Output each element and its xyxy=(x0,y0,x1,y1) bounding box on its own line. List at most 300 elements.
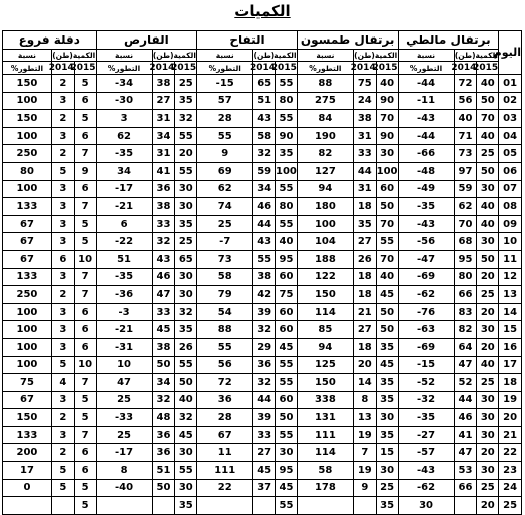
qty-2015-cell: 25 xyxy=(477,145,499,163)
qty-2014-cell: 32 xyxy=(152,391,175,409)
growth-cell: 75 xyxy=(3,374,52,392)
qty-2015-cell: 7 xyxy=(74,374,96,392)
growth-cell: 35- xyxy=(96,145,152,163)
growth-cell: 85 xyxy=(297,321,353,339)
growth-cell: 36- xyxy=(96,286,152,304)
qty-2014-cell: 34 xyxy=(152,127,175,145)
table-row xyxy=(3,391,522,409)
qty-2015-cell: 20 xyxy=(477,268,499,286)
qty-2014-cell: 56 xyxy=(454,92,477,110)
qty-2015-cell: 35 xyxy=(175,92,197,110)
qty-2015-cell: 40 xyxy=(477,198,499,216)
table-row xyxy=(3,92,522,110)
growth-cell: 127 xyxy=(297,162,353,180)
qty-2014-cell: 2 xyxy=(51,444,74,462)
year-2014-header: 2014 xyxy=(149,63,175,73)
growth-cell: 338 xyxy=(297,391,353,409)
qty-2015-cell: 35 xyxy=(175,497,197,515)
qty-2014-cell: 44 xyxy=(253,391,276,409)
qty-2014-cell: 97 xyxy=(454,162,477,180)
growth-cell: 250 xyxy=(3,286,52,304)
qty-2014-cell: 19 xyxy=(353,462,376,480)
qty-2015-cell: 35 xyxy=(376,426,398,444)
qty-2014-cell: 50 xyxy=(152,356,175,374)
qty-2015-cell: 5 xyxy=(74,409,96,427)
qty-2014-cell: 83 xyxy=(454,303,477,321)
qty-2015-cell: 55 xyxy=(276,215,298,233)
qty-2014-cell: 24 xyxy=(353,92,376,110)
qty-2015-cell: 30 xyxy=(376,462,398,480)
qty-2015-cell: 40 xyxy=(477,75,499,93)
qty-2014-cell: 47 xyxy=(454,356,477,374)
qty-2014-cell: 3 xyxy=(51,303,74,321)
growth-cell: 114 xyxy=(297,444,353,462)
qty-2015-cell: 65 xyxy=(175,250,197,268)
qty-2014-cell xyxy=(353,497,376,515)
qty-2014-cell: 46 xyxy=(454,409,477,427)
qty-2015-cell: 26 xyxy=(175,338,197,356)
qty-2014-cell: 32 xyxy=(152,233,175,251)
growth-cell: 114 xyxy=(297,303,353,321)
qty-2014-cell: 3 xyxy=(51,127,74,145)
qty-2014-cell xyxy=(152,497,175,515)
qty-2014-cell: 44 xyxy=(353,162,376,180)
growth-cell: 200 xyxy=(3,444,52,462)
qty-2014-cell: 59 xyxy=(253,162,276,180)
qty-2015-cell: 60 xyxy=(276,321,298,339)
qty-2015-cell: 5 xyxy=(74,233,96,251)
qty-2014-cell: 36 xyxy=(152,444,175,462)
qty-2015-cell: 10 xyxy=(74,250,96,268)
growth-cell: 43- xyxy=(398,462,454,480)
qty-2015-cell: 45 xyxy=(376,356,398,374)
growth-cell: 67 xyxy=(3,233,52,251)
table-row xyxy=(3,75,522,93)
qty-2015-cell: 55 xyxy=(276,180,298,198)
qty-2014-cell: 66 xyxy=(454,286,477,304)
qty-2015-cell: 30 xyxy=(477,321,499,339)
qty-2014-cell: 3 xyxy=(51,268,74,286)
qty-2015-cell: 50 xyxy=(477,92,499,110)
qty-2015-cell: 15 xyxy=(376,444,398,462)
year-2015-header: 2015 xyxy=(171,63,197,73)
day-cell: 10 xyxy=(499,233,522,251)
growth-cell: 44- xyxy=(398,127,454,145)
qty-2014-cell: 33 xyxy=(253,426,276,444)
qty-2015-cell: 6 xyxy=(74,127,96,145)
quantity-header: الكمية(طن) xyxy=(454,51,498,60)
growth-cell: 131 xyxy=(297,409,353,427)
growth-cell: 150 xyxy=(3,75,52,93)
growth-cell: 111 xyxy=(297,426,353,444)
growth-header: نسبة xyxy=(197,50,253,62)
table-row xyxy=(3,462,522,480)
growth-cell: 34 xyxy=(96,162,152,180)
qty-2015-cell: 30 xyxy=(477,426,499,444)
qty-2014-cell: 44 xyxy=(253,215,276,233)
growth-cell: 52- xyxy=(398,374,454,392)
qty-2014-cell: 8 xyxy=(353,391,376,409)
growth-cell: 51 xyxy=(96,250,152,268)
growth-cell: 32- xyxy=(398,391,454,409)
qty-2014-cell: 43 xyxy=(253,233,276,251)
qty-2014-cell: 32 xyxy=(253,321,276,339)
qty-2014-cell: 27 xyxy=(253,444,276,462)
day-cell: 05 xyxy=(499,145,522,163)
day-cell: 01 xyxy=(499,75,522,93)
table-row xyxy=(3,479,522,497)
growth-cell: 40- xyxy=(96,479,152,497)
qty-2015-cell: 40 xyxy=(376,75,398,93)
growth-cell: 7- xyxy=(197,233,253,251)
growth-cell: 6 xyxy=(96,215,152,233)
qty-2014-cell: 59 xyxy=(454,180,477,198)
qty-2014-cell: 7 xyxy=(353,444,376,462)
qty-2015-cell: 25 xyxy=(175,233,197,251)
growth-cell: 43- xyxy=(398,110,454,128)
quantity-header: الكمية(طن) xyxy=(152,51,196,60)
growth-cell: 62 xyxy=(96,127,152,145)
day-cell: 09 xyxy=(499,215,522,233)
quantities-table xyxy=(2,30,522,515)
qty-2014-cell: 44 xyxy=(454,391,477,409)
table-row xyxy=(3,444,522,462)
qty-2014-cell: 38 xyxy=(353,110,376,128)
year-2015-header: 2015 xyxy=(473,63,499,73)
growth-cell: 36 xyxy=(197,391,253,409)
qty-2015-cell: 10 xyxy=(74,356,96,374)
qty-2014-cell: 48 xyxy=(152,409,175,427)
growth-cell: 104 xyxy=(297,233,353,251)
day-cell: 15 xyxy=(499,321,522,339)
table-row xyxy=(3,268,522,286)
qty-2015-cell: 25 xyxy=(477,286,499,304)
qty-2014-cell: 33 xyxy=(353,145,376,163)
qty-2014-cell: 5 xyxy=(51,356,74,374)
growth-cell: 17 xyxy=(3,462,52,480)
qty-2014-cell: 41 xyxy=(152,162,175,180)
day-cell: 08 xyxy=(499,198,522,216)
growth-cell: 48- xyxy=(398,162,454,180)
qty-2015-cell: 30 xyxy=(477,409,499,427)
growth-cell: 31- xyxy=(96,338,152,356)
qty-2014-cell: 38 xyxy=(152,338,175,356)
growth-cell: 11 xyxy=(197,444,253,462)
growth-cell: 30- xyxy=(96,92,152,110)
table-row xyxy=(3,198,522,216)
growth-cell: 57 xyxy=(197,92,253,110)
qty-2014-cell: 46 xyxy=(253,198,276,216)
qty-2014-cell: 50 xyxy=(152,479,175,497)
growth-cell: 66- xyxy=(398,145,454,163)
growth-cell: 47- xyxy=(398,250,454,268)
qty-2014-cell: 13 xyxy=(353,409,376,427)
qty-2014-cell: 18 xyxy=(353,338,376,356)
qty-2015-cell: 35 xyxy=(175,215,197,233)
growth-cell: 180 xyxy=(297,198,353,216)
growth-cell: 58 xyxy=(197,268,253,286)
growth-cell: 25 xyxy=(197,215,253,233)
day-cell: 24 xyxy=(499,479,522,497)
qty-2015-cell: 9 xyxy=(74,162,96,180)
growth-cell: 150 xyxy=(297,286,353,304)
growth-cell: 150 xyxy=(297,374,353,392)
qty-2014-cell: 29 xyxy=(253,338,276,356)
growth-header: نسبة xyxy=(398,50,454,62)
qty-2015-cell: 6 xyxy=(74,462,96,480)
qty-2014-cell: 40 xyxy=(454,110,477,128)
qty-2014-cell: 21 xyxy=(353,303,376,321)
qty-2015-cell: 95 xyxy=(276,462,298,480)
table-row xyxy=(3,250,522,268)
growth-pct-header: التطور% xyxy=(197,62,253,75)
growth-cell: 33- xyxy=(96,409,152,427)
qty-2015-cell: 40 xyxy=(175,391,197,409)
qty-2015-cell: 30 xyxy=(477,462,499,480)
growth-cell: 57- xyxy=(398,444,454,462)
quantity-header: الكمية(طن) xyxy=(253,51,297,60)
qty-2014-cell: 20 xyxy=(353,356,376,374)
qty-2014-cell: 45 xyxy=(152,321,175,339)
qty-2015-cell: 55 xyxy=(276,374,298,392)
day-cell: 19 xyxy=(499,391,522,409)
day-cell: 16 xyxy=(499,338,522,356)
qty-2015-cell: 6 xyxy=(74,303,96,321)
qty-2015-cell: 5 xyxy=(74,215,96,233)
year-2014-header: 2014 xyxy=(451,63,477,73)
qty-2015-cell: 55 xyxy=(376,233,398,251)
qty-2015-cell: 20 xyxy=(477,338,499,356)
table-row xyxy=(3,356,522,374)
qty-2014-cell: 37 xyxy=(253,479,276,497)
qty-2014-cell: 32 xyxy=(253,145,276,163)
qty-2015-cell: 30 xyxy=(477,180,499,198)
qty-2015-cell: 7 xyxy=(74,286,96,304)
growth-cell: 35- xyxy=(398,198,454,216)
growth-cell: 54 xyxy=(197,303,253,321)
growth-cell: 133 xyxy=(3,268,52,286)
qty-2015-cell: 35 xyxy=(376,391,398,409)
day-cell: 13 xyxy=(499,286,522,304)
qty-2014-cell: 64 xyxy=(454,338,477,356)
day-cell: 14 xyxy=(499,303,522,321)
qty-2015-cell: 100 xyxy=(276,162,298,180)
growth-pct-header: التطور% xyxy=(3,62,52,75)
table-row xyxy=(3,497,522,515)
qty-2015-cell: 70 xyxy=(376,110,398,128)
qty-2015-cell: 30 xyxy=(175,180,197,198)
qty-2014-cell: 31 xyxy=(152,145,175,163)
qty-2015-cell: 55 xyxy=(276,356,298,374)
growth-pct-header: التطور% xyxy=(297,62,353,75)
growth-header: نسبة xyxy=(297,50,353,62)
growth-cell: 73 xyxy=(197,250,253,268)
growth-cell: 76- xyxy=(398,303,454,321)
table-row xyxy=(3,145,522,163)
growth-cell: 69- xyxy=(398,338,454,356)
growth-cell: 21- xyxy=(96,198,152,216)
growth-cell: 88 xyxy=(197,321,253,339)
table-row xyxy=(3,409,522,427)
qty-2014-cell: 5 xyxy=(51,479,74,497)
table-row xyxy=(3,303,522,321)
qty-2015-cell: 20 xyxy=(477,444,499,462)
table-row xyxy=(3,233,522,251)
qty-2014-cell: 18 xyxy=(353,286,376,304)
qty-2014-cell xyxy=(51,497,74,515)
table-row xyxy=(3,426,522,444)
growth-cell: 100 xyxy=(3,303,52,321)
qty-2015-cell: 50 xyxy=(376,198,398,216)
qty-2015-cell: 55 xyxy=(276,497,298,515)
growth-cell: 275 xyxy=(297,92,353,110)
table-row xyxy=(3,321,522,339)
growth-cell: 80 xyxy=(3,162,52,180)
group-header: برتقال طمسون xyxy=(297,31,398,50)
qty-2014-cell: 43 xyxy=(152,250,175,268)
table-row xyxy=(3,215,522,233)
growth-cell: 35- xyxy=(398,409,454,427)
qty-2014-cell: 66 xyxy=(454,479,477,497)
growth-cell: 30 xyxy=(398,497,454,515)
growth-cell: 250 xyxy=(3,145,52,163)
qty-2015-cell: 6 xyxy=(74,444,96,462)
qty-2015-cell: 30 xyxy=(175,286,197,304)
qty-2014-cell: 36 xyxy=(152,426,175,444)
table-row xyxy=(3,286,522,304)
growth-cell: 122 xyxy=(297,268,353,286)
year-2015-header: 2015 xyxy=(271,63,297,73)
qty-2014-cell: 9 xyxy=(353,479,376,497)
group-header: برتقال مالطي xyxy=(398,31,499,50)
qty-2014-cell: 2 xyxy=(51,409,74,427)
qty-2014-cell xyxy=(253,497,276,515)
year-2015-header: 2015 xyxy=(70,63,96,73)
qty-2014-cell: 75 xyxy=(353,75,376,93)
day-cell: 21 xyxy=(499,426,522,444)
qty-2015-cell: 6 xyxy=(74,321,96,339)
qty-2014-cell: 62 xyxy=(454,198,477,216)
growth-header: نسبة xyxy=(96,50,152,62)
growth-cell: 150 xyxy=(3,409,52,427)
growth-cell: 69- xyxy=(398,268,454,286)
table-row xyxy=(3,162,522,180)
qty-2014-cell: 2 xyxy=(51,75,74,93)
qty-2015-cell: 55 xyxy=(175,127,197,145)
growth-cell: 10 xyxy=(96,356,152,374)
qty-2014-cell: 3 xyxy=(51,233,74,251)
day-cell: 02 xyxy=(499,92,522,110)
table-row xyxy=(3,338,522,356)
qty-2015-cell: 50 xyxy=(376,303,398,321)
qty-2014-cell: 73 xyxy=(454,145,477,163)
qty-2015-cell: 5 xyxy=(74,391,96,409)
qty-2014-cell: 3 xyxy=(51,215,74,233)
table-row xyxy=(3,180,522,198)
group-header: دقلة فروع xyxy=(3,31,97,50)
qty-2014-cell: 27 xyxy=(152,92,175,110)
growth-cell xyxy=(297,497,353,515)
qty-2014-cell: 82 xyxy=(454,321,477,339)
qty-2015-cell: 55 xyxy=(175,162,197,180)
qty-2015-cell: 25 xyxy=(477,479,499,497)
qty-2015-cell: 40 xyxy=(477,356,499,374)
qty-2015-cell: 60 xyxy=(376,180,398,198)
growth-cell: 28 xyxy=(197,110,253,128)
qty-2015-cell: 60 xyxy=(276,303,298,321)
qty-2015-cell: 60 xyxy=(276,268,298,286)
growth-cell: 100 xyxy=(3,338,52,356)
table-row xyxy=(3,374,522,392)
qty-2014-cell: 36 xyxy=(253,356,276,374)
growth-cell: 88 xyxy=(297,75,353,93)
qty-2015-cell: 90 xyxy=(276,127,298,145)
growth-cell: 67 xyxy=(197,426,253,444)
qty-2014-cell: 14 xyxy=(353,374,376,392)
qty-2014-cell: 51 xyxy=(253,92,276,110)
qty-2014-cell: 95 xyxy=(454,250,477,268)
day-cell: 11 xyxy=(499,250,522,268)
growth-cell: 22 xyxy=(197,479,253,497)
qty-2015-cell: 30 xyxy=(276,444,298,462)
qty-2015-cell: 40 xyxy=(477,127,499,145)
qty-2014-cell: 41 xyxy=(454,426,477,444)
qty-2014-cell: 18 xyxy=(353,268,376,286)
qty-2014-cell: 80 xyxy=(454,268,477,286)
growth-cell xyxy=(96,497,152,515)
qty-2015-cell: 50 xyxy=(376,321,398,339)
qty-2014-cell: 42 xyxy=(253,286,276,304)
qty-2014-cell: 3 xyxy=(51,198,74,216)
growth-cell: 25 xyxy=(96,426,152,444)
growth-cell: 56 xyxy=(197,356,253,374)
qty-2015-cell: 32 xyxy=(175,303,197,321)
growth-cell: 100 xyxy=(3,127,52,145)
qty-2015-cell: 30 xyxy=(175,198,197,216)
qty-2014-cell: 38 xyxy=(152,198,175,216)
qty-2014-cell: 70 xyxy=(454,215,477,233)
table-row xyxy=(3,110,522,128)
qty-2014-cell: 68 xyxy=(454,233,477,251)
qty-2015-cell: 7 xyxy=(74,426,96,444)
growth-cell: 62- xyxy=(398,286,454,304)
growth-cell: 62- xyxy=(398,479,454,497)
qty-2015-cell: 32 xyxy=(175,409,197,427)
qty-2014-cell: 72 xyxy=(454,75,477,93)
qty-2015-cell: 75 xyxy=(276,286,298,304)
qty-2014-cell: 32 xyxy=(253,374,276,392)
qty-2014-cell: 2 xyxy=(51,286,74,304)
qty-2015-cell: 6 xyxy=(74,92,96,110)
qty-2014-cell: 31 xyxy=(353,127,376,145)
qty-2015-cell: 5 xyxy=(74,75,96,93)
quantity-header: الكمية(طن) xyxy=(354,51,398,60)
qty-2015-cell: 45 xyxy=(276,338,298,356)
qty-2014-cell: 27 xyxy=(353,233,376,251)
qty-2014-cell: 3 xyxy=(51,321,74,339)
qty-2014-cell: 2 xyxy=(51,110,74,128)
growth-cell: 79 xyxy=(197,286,253,304)
year-2014-header: 2014 xyxy=(250,63,276,73)
qty-2014-cell: 3 xyxy=(51,338,74,356)
qty-2014-cell: 52 xyxy=(454,374,477,392)
growth-cell: 3 xyxy=(96,110,152,128)
group-header: القارص xyxy=(96,31,197,50)
qty-2014-cell: 3 xyxy=(51,180,74,198)
qty-2014-cell: 35 xyxy=(353,215,376,233)
qty-2015-cell: 50 xyxy=(175,374,197,392)
qty-2015-cell: 90 xyxy=(376,92,398,110)
